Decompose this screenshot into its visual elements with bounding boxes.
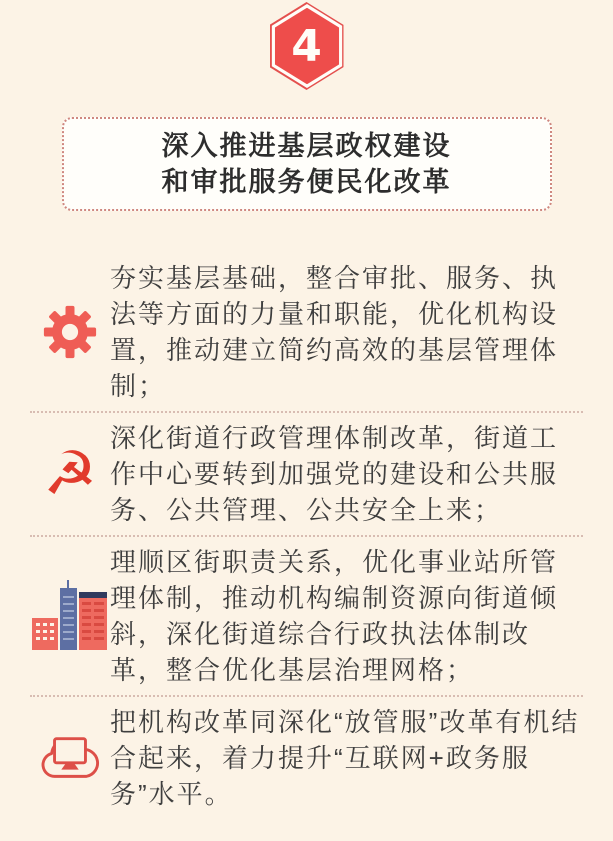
section-number-badge bbox=[270, 2, 344, 90]
list-item-text: 把机构改革同深化“放管服”改革有机结合起来，着力提升“互联网+政务服务”水平。 bbox=[110, 707, 580, 809]
list-item-text: 理顺区街职责关系，优化事业站所管理体制，推动机构编制资源向街道倾斜，深化街道综合行政执法体制改革，整合优化基层治理网格； bbox=[110, 547, 559, 685]
city-buildings-icon bbox=[30, 580, 110, 652]
list-item bbox=[30, 253, 583, 411]
title-box bbox=[62, 117, 552, 211]
gear-icon bbox=[30, 305, 110, 359]
list-item-text: 夯实基层基础，整合审批、服务、执法等方面的力量和职能，优化机构设置，推动建立简约高效的基层管理体制； bbox=[110, 263, 559, 401]
bullet-list bbox=[30, 253, 583, 819]
cloud-monitor-icon bbox=[30, 729, 110, 787]
badge-number: 4 bbox=[291, 20, 322, 72]
title-line-2: 和审批服务便民化改革 bbox=[161, 167, 452, 197]
list-item bbox=[30, 535, 583, 695]
party-emblem-icon bbox=[30, 439, 110, 509]
list-item-text: 深化街道行政管理体制改革，街道工作中心要转到加强党的建设和公共服务、公共管理、公共安全上来； bbox=[110, 423, 559, 525]
hammer-sickle-glyph: ☭ bbox=[43, 439, 97, 509]
title-line-1: 深入推进基层政权建设 bbox=[161, 131, 452, 161]
list-item bbox=[30, 411, 583, 535]
list-item bbox=[30, 695, 583, 819]
